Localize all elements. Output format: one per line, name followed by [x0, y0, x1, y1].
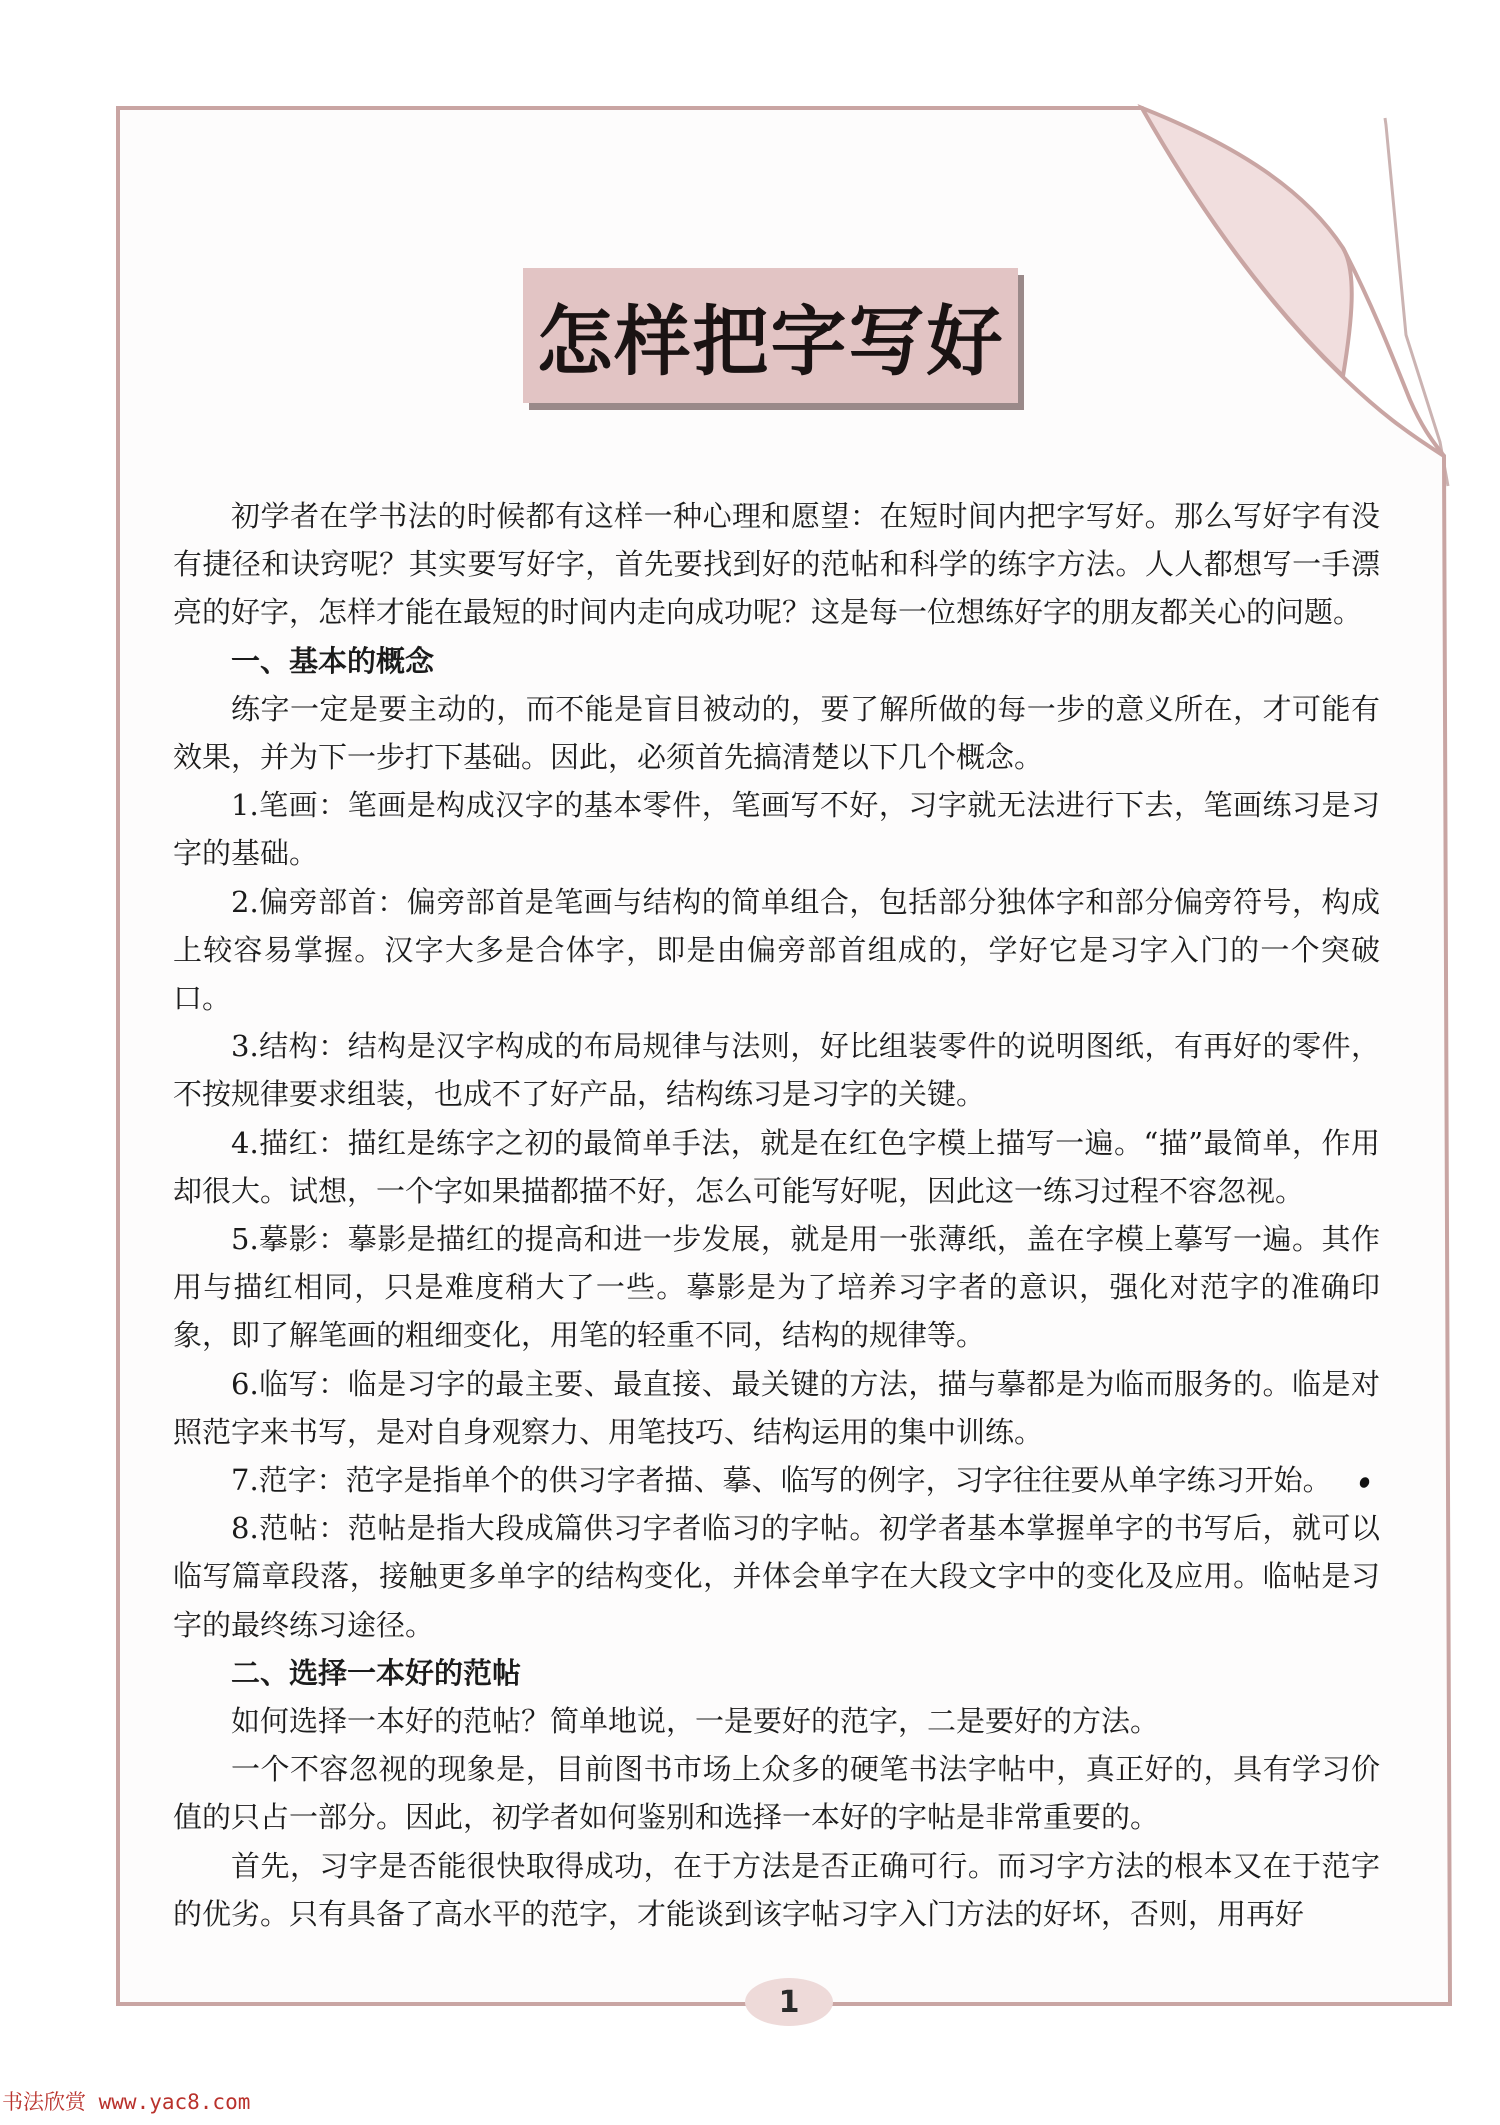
paragraph: 7.范字：范字是指单个的供习字者描、摹、临写的例字，习字往往要从单字练习开始。 — [231, 1463, 1332, 1498]
paragraph: 初学者在学书法的时候都有这样一种心理和愿望：在短时间内把字写好。那么写好字有没有捷径和诀窍呢？其实要写好字，首先要找到好的范帖和科学的练字方法。人人都想写一手漂亮的好字，怎样才能在最短的时间内走向成功呢？这是每一位想练好字的朋友都关心的问题。 — [173, 499, 1380, 630]
page-number-badge — [745, 1978, 833, 2026]
paragraph: 8.范帖：范帖是指大段成篇供习字者临习的字帖。初学者基本掌握单字的书写后，就可以临写篇章段落，接触更多单字的结构变化，并体会单字在大段文字中的变化及应用。临帖是习字的最终练习途径。 — [173, 1511, 1380, 1642]
paragraph: 练字一定是要主动的，而不能是盲目被动的，要了解所做的每一步的意义所在，才可能有效果，并为下一步打下基础。因此，必须首先搞清楚以下几个概念。 — [173, 691, 1380, 775]
article-body — [173, 492, 1380, 1938]
section-heading: 二、选择一本好的范帖 — [231, 1655, 522, 1690]
paragraph: 4.描红：描红是练字之初的最简单手法，就是在红色字模上描写一遍。“描”最简单，作用却很大。试想，一个字如果描都描不好，怎么可能写好呢，因此这一练习过程不容忽视。 — [173, 1125, 1380, 1208]
paragraph: 一个不容忽视的现象是，目前图书市场上众多的硬笔书法字帖中，真正好的，具有学习价值的只占一部分。因此，初学者如何鉴别和选择一本好的字帖是非常重要的。 — [173, 1752, 1380, 1835]
paragraph: 如何选择一本好的范帖？简单地说，一是要好的范字，二是要好的方法。 — [231, 1704, 1160, 1739]
title-banner — [523, 268, 1018, 403]
paragraph: 首先，习字是否能很快取得成功，在于方法是否正确可行。而习字方法的根本又在于范字的优劣。只有具备了高水平的范字，才能谈到该字帖习字入门方法的好坏，否则，用再好 — [173, 1848, 1380, 1931]
page-title: 怎样把字写好 — [536, 297, 1005, 386]
site-watermark: 书法欣赏 www.yac8.com — [2, 2090, 251, 2114]
paragraph: 1.笔画：笔画是构成汉字的基本零件，笔画写不好，习字就无法进行下去，笔画练习是习字的基础。 — [173, 788, 1380, 871]
paragraph: 2.偏旁部首：偏旁部首是笔画与结构的简单组合，包括部分独体字和部分偏旁符号，构成上较容易掌握。汉字大多是合体字，即是由偏旁部首组成的，学好它是习字入门的一个突破口。 — [173, 884, 1380, 1016]
page-number: 1 — [778, 1984, 800, 2020]
paragraph: 3.结构：结构是汉字构成的布局规律与法则，好比组装零件的说明图纸，有再好的零件，不按规律要求组装，也成不了好产品，结构练习是习字的关键。 — [173, 1029, 1380, 1112]
paragraph: 6.临写：临是习字的最主要、最直接、最关键的方法，描与摹都是为临而服务的。临是对照范字来书写，是对自身观察力、用笔技巧、结构运用的集中训练。 — [173, 1366, 1380, 1449]
paragraph: 5.摹影：摹影是描红的提高和进一步发展，就是用一张薄纸，盖在字模上摹写一遍。其作用与描红相同，只是难度稍大了一些。摹影是为了培养习字者的意识，强化对范字的准确印象，即了解笔画的粗细变化，用笔的轻重不同，结构的规律等。 — [173, 1222, 1380, 1353]
section-heading: 一、基本的概念 — [231, 643, 435, 678]
